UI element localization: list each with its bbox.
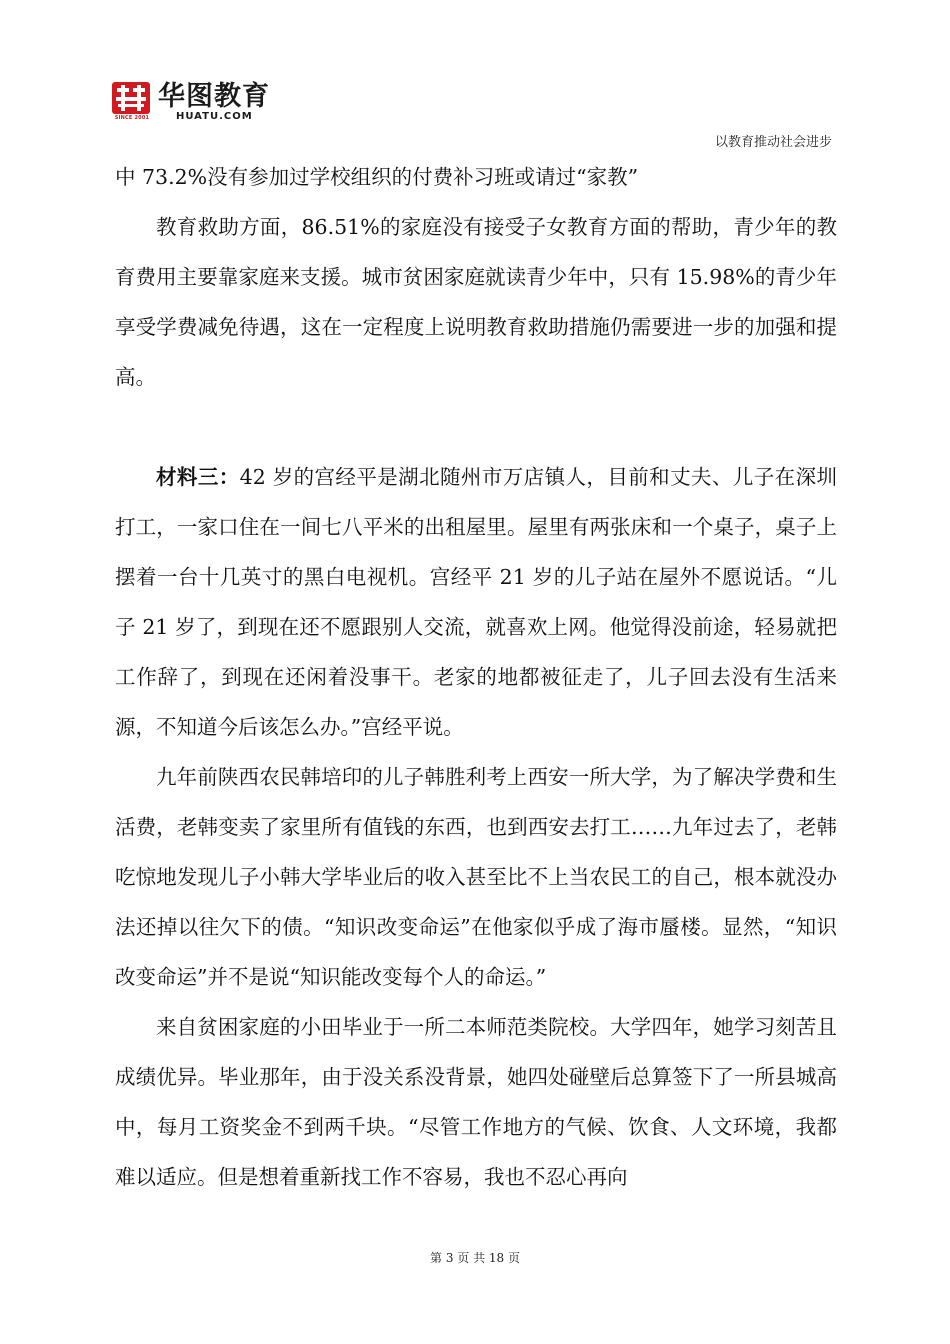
material-label: 材料三： [156, 465, 240, 489]
paragraph-text: 42 岁的宫经平是湖北随州市万店镇人，目前和丈夫、儿子在深圳打工，一家口住在一间七八平米的出租屋里。屋里有两张床和一个桌子，桌子上摆着一台十几英寸的黑白电视机。宫经平 21 岁的儿子站在屋外不愿说话。“儿子 21 岁了，到现在还不愿跟别人交流，就喜欢上网。他觉得没前途，轻易就把工作辞了，到现在还闲着没事干。老家的地都被征走了，儿子回去没有生活来源，不知道今后该怎么办。”宫经平说。 [115, 465, 837, 739]
page-number: 第 3 页 共 18 页 [430, 1251, 520, 1265]
huatu-logo [112, 82, 312, 128]
paragraph: 来自贫困家庭的小田毕业于一所二本师范类院校。大学四年，她学习刻苦且成绩优异。毕业那年，由于没关系没背景，她四处碰壁后总算签下了一所县城高中，每月工资奖金不到两千块。“尽管工作地方的气候、饮食、人文环境，我都难以适应。但是想着重新找工作不容易，我也不忍心再向 [115, 1015, 837, 1189]
document-body [115, 152, 837, 1202]
logo-chinese-name: 华图教育 [158, 81, 270, 112]
material-paragraph [115, 452, 837, 752]
header-slogan: 以教育推动社会进步 [714, 135, 832, 150]
paragraph-gap [115, 402, 837, 452]
logo-since: SINCE 2001 [114, 115, 150, 121]
paragraph: 中 73.2%没有参加过学校组织的付费补习班或请过“家教” [115, 165, 639, 189]
logo-english-name: HUATU.COM [176, 111, 253, 122]
paragraph: 九年前陕西农民韩培印的儿子韩胜利考上西安一所大学，为了解决学费和生活费，老韩变卖了家里所有值钱的东西，也到西安去打工……九年过去了，老韩吃惊地发现儿子小韩大学毕业后的收入甚至比不上当农民工的自己，根本就没办法还掉以往欠下的债。“知识改变命运”在他家似乎成了海市蜃楼。显然，“知识改变命运”并不是说“知识能改变每个人的命运。” [115, 765, 837, 989]
paragraph: 教育救助方面，86.51%的家庭没有接受子女教育方面的帮助，青少年的教育费用主要靠家庭来支援。城市贫困家庭就读青少年中，只有 15.98%的青少年享受学费减免待遇，这在一定程度上说明教育救助措施仍需要进一步的加强和提高。 [115, 215, 837, 389]
